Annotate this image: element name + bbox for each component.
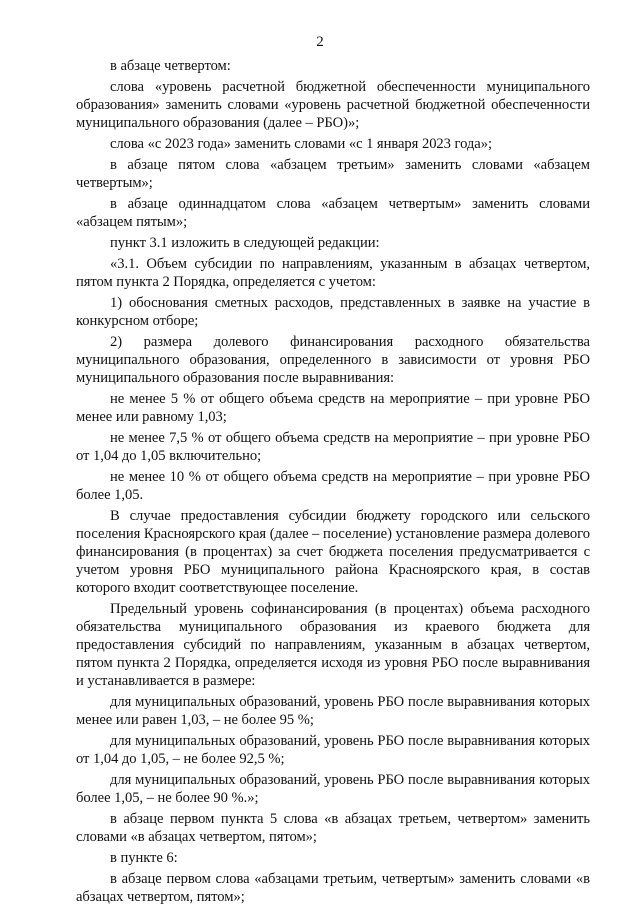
paragraph: 2) размера долевого финансирования расходного обязательства муниципального образования, определенного в зависимости от уровня РБО муниципального образования после выравнивания: [76, 334, 590, 386]
paragraph: пункт 3.1 изложить в следующей редакции: [110, 235, 380, 251]
paragraph: в абзаце четвертом: [110, 58, 231, 74]
paragraph: слова «с 2023 года» заменить словами «с 1 января 2023 года»; [110, 136, 492, 152]
paragraph: слова «уровень расчетной бюджетной обеспеченности муниципального образования» заменить словами «уровень расчетной бюджетной обеспеченности муниципального образования (далее – РБО)»; [76, 79, 590, 131]
paragraph: «3.1. Объем субсидии по направлениям, указанным в абзацах четвертом, пятом пункта 2 Порядка, определяется с учетом: [76, 256, 590, 290]
paragraph: в пункте 6: [110, 850, 178, 866]
paragraph: 1) обоснования сметных расходов, представленных в заявке на участие в конкурсном отборе; [76, 295, 590, 329]
paragraph: в абзаце пятом слова «абзацем третьим» заменить словами «абзацем четвертым»; [76, 157, 590, 191]
paragraph: не менее 5 % от общего объема средств на мероприятие – при уровне РБО менее или равному 1,03; [76, 391, 590, 425]
paragraph: не менее 10 % от общего объема средств на мероприятие – при уровне РБО более 1,05. [76, 469, 590, 503]
paragraph: в абзаце первом пункта 5 слова «в абзацах третьем, четвертом» заменить словами «в абзацах четвертом, пятом»; [76, 811, 590, 845]
paragraph: для муниципальных образований, уровень РБО после выравнивания которых от 1,04 до 1,05, – не более 92,5 %; [76, 733, 590, 767]
page-number: 2 [316, 34, 324, 50]
paragraph: для муниципальных образований, уровень РБО после выравнивания которых менее или равен 1,03, – не более 95 %; [76, 694, 590, 728]
paragraph: в абзаце одиннадцатом слова «абзацем четвертым» заменить словами «абзацем пятым»; [76, 196, 590, 230]
document-body [76, 57, 590, 909]
paragraph: не менее 7,5 % от общего объема средств на мероприятие – при уровне РБО от 1,04 до 1,05 включительно; [76, 430, 590, 464]
paragraph: в абзаце первом слова «абзацами третьим, четвертым» заменить словами «в абзацах четвертом, пятом»; [76, 871, 590, 905]
paragraph: Предельный уровень софинансирования (в процентах) объема расходного обязательства муниципального образования из краевого бюджета для предоставления субсидий по направлениям, указанным в абзацах четвертом, пятом пункта 2 Порядка, определяется исходя из уровня РБО после выравнивания и устанавливается в размере: [76, 601, 590, 689]
paragraph: для муниципальных образований, уровень РБО после выравнивания которых более 1,05, – не более 90 %.»; [76, 772, 590, 806]
paragraph: В случае предоставления субсидии бюджету городского или сельского поселения Красноярского края (далее – поселение) установление размера долевого финансирования (в процентах) за счет бюджета поселения предусматривается с учетом уровня РБО муниципального района Красноярского края, в состав которого входит соответствующее поселение. [76, 508, 590, 596]
